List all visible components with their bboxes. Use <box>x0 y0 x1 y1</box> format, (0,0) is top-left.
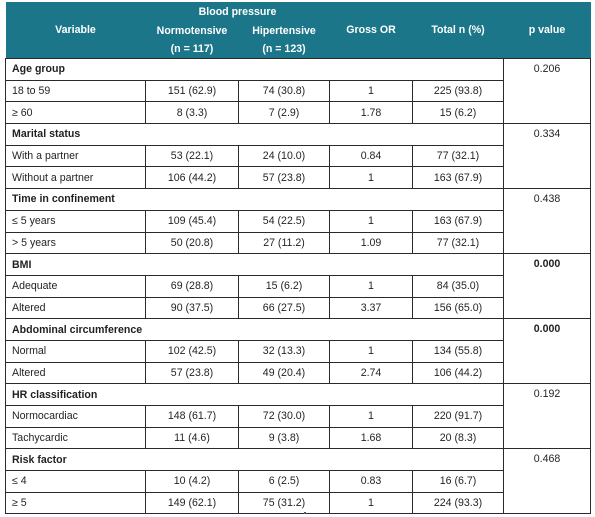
hipertensive-cell: 57 (23.8) <box>239 167 330 189</box>
group-row <box>6 384 591 406</box>
total-cell: 134 (55.8) <box>413 340 504 362</box>
hipertensive-cell: 15 (6.2) <box>239 275 330 297</box>
blood-pressure-table <box>5 2 591 514</box>
total-cell: 220 (91.7) <box>413 406 504 428</box>
group-row <box>6 449 591 471</box>
group-name: Age group <box>6 59 504 81</box>
group-row <box>6 59 591 81</box>
normotensive-cell: 10 (4.2) <box>146 471 239 493</box>
table-row <box>6 297 591 319</box>
total-cell: 77 (32.1) <box>413 145 504 167</box>
normotensive-cell: 106 (44.2) <box>146 167 239 189</box>
gross-or-cell: 1 <box>330 406 413 428</box>
normotensive-cell: 57 (23.8) <box>146 362 239 384</box>
row-label: Tachycardic <box>6 427 146 449</box>
gross-or-cell: 0.83 <box>330 471 413 493</box>
row-label: 18 to 59 <box>6 80 146 102</box>
normotensive-cell: 148 (61.7) <box>146 406 239 428</box>
total-cell: 156 (65.0) <box>413 297 504 319</box>
p-value-cell: 0.000 <box>504 254 591 319</box>
hipertensive-cell: 66 (27.5) <box>239 297 330 319</box>
p-value-cell: 0.000 <box>504 319 591 384</box>
header-blood-pressure: Blood pressure <box>146 2 330 21</box>
group-name: Time in confinement <box>6 189 504 211</box>
group-name: Marital status <box>6 124 504 146</box>
table-row <box>6 362 591 384</box>
gross-or-cell: 1.09 <box>330 232 413 254</box>
hipertensive-cell: 54 (22.5) <box>239 210 330 232</box>
p-value-cell: 0.206 <box>504 59 591 124</box>
row-label: > 5 years <box>6 232 146 254</box>
gross-or-cell: 1 <box>330 167 413 189</box>
hipertensive-cell: 6 (2.5) <box>239 471 330 493</box>
total-cell: 163 (67.9) <box>413 210 504 232</box>
group-row <box>6 189 591 211</box>
gross-or-cell: 0.84 <box>330 145 413 167</box>
table-row <box>6 406 591 428</box>
hipertensive-cell: 7 (2.9) <box>239 102 330 124</box>
row-label: With a partner <box>6 145 146 167</box>
total-cell: 84 (35.0) <box>413 275 504 297</box>
table-header <box>6 2 591 59</box>
row-label: ≤ 4 <box>6 471 146 493</box>
gross-or-cell: 1 <box>330 492 413 514</box>
gross-or-cell: 1 <box>330 80 413 102</box>
row-label: ≥ 5 <box>6 492 146 514</box>
gross-or-cell: 1.68 <box>330 427 413 449</box>
table-row <box>6 145 591 167</box>
normotensive-cell: 151 (62.9) <box>146 80 239 102</box>
normotensive-cell: 8 (3.3) <box>146 102 239 124</box>
group-name: HR classification <box>6 384 504 406</box>
total-cell: 163 (67.9) <box>413 167 504 189</box>
gross-or-cell: 3.37 <box>330 297 413 319</box>
row-label: Adequate <box>6 275 146 297</box>
hipertensive-cell: 32 (13.3) <box>239 340 330 362</box>
normotensive-cell: 11 (4.6) <box>146 427 239 449</box>
p-value-cell: 0.438 <box>504 189 591 254</box>
header-p-value: p value <box>504 2 591 59</box>
hipertensive-cell: 74 (30.8) <box>239 80 330 102</box>
header-variable: Variable <box>6 2 146 59</box>
table-row <box>6 275 591 297</box>
total-cell: 77 (32.1) <box>413 232 504 254</box>
header-normotensive-n: (n = 117) <box>146 40 239 59</box>
gross-or-cell: 1 <box>330 275 413 297</box>
table-row <box>6 210 591 232</box>
table-body <box>6 59 591 514</box>
gross-or-cell: 1.78 <box>330 102 413 124</box>
group-name: BMI <box>6 254 504 276</box>
table-row <box>6 102 591 124</box>
total-cell: 20 (8.3) <box>413 427 504 449</box>
group-row <box>6 254 591 276</box>
total-cell: 224 (93.3) <box>413 492 504 514</box>
header-normotensive: Normotensive <box>146 21 239 40</box>
group-row <box>6 319 591 341</box>
table-row <box>6 80 591 102</box>
header-gross-or: Gross OR <box>330 2 413 59</box>
table-row <box>6 232 591 254</box>
hipertensive-cell: 49 (20.4) <box>239 362 330 384</box>
page-mark <box>304 512 306 514</box>
hipertensive-cell: 24 (10.0) <box>239 145 330 167</box>
normotensive-cell: 102 (42.5) <box>146 340 239 362</box>
p-value-cell: 0.192 <box>504 384 591 449</box>
row-label: Normocardiac <box>6 406 146 428</box>
row-label: Normal <box>6 340 146 362</box>
header-hipertensive: Hipertensive <box>239 21 330 40</box>
hipertensive-cell: 75 (31.2) <box>239 492 330 514</box>
group-row <box>6 124 591 146</box>
header-total-n: Total n (%) <box>413 2 504 59</box>
gross-or-cell: 2.74 <box>330 362 413 384</box>
normotensive-cell: 149 (62.1) <box>146 492 239 514</box>
header-hipertensive-n: (n = 123) <box>239 40 330 59</box>
total-cell: 106 (44.2) <box>413 362 504 384</box>
hipertensive-cell: 72 (30.0) <box>239 406 330 428</box>
hipertensive-cell: 27 (11.2) <box>239 232 330 254</box>
normotensive-cell: 109 (45.4) <box>146 210 239 232</box>
hipertensive-cell: 9 (3.8) <box>239 427 330 449</box>
table-row <box>6 340 591 362</box>
table-row <box>6 427 591 449</box>
normotensive-cell: 53 (22.1) <box>146 145 239 167</box>
p-value-cell: 0.468 <box>504 449 591 514</box>
total-cell: 225 (93.8) <box>413 80 504 102</box>
row-label: Altered <box>6 362 146 384</box>
gross-or-cell: 1 <box>330 210 413 232</box>
gross-or-cell: 1 <box>330 340 413 362</box>
p-value-cell: 0.334 <box>504 124 591 189</box>
group-name: Risk factor <box>6 449 504 471</box>
row-label: Altered <box>6 297 146 319</box>
normotensive-cell: 69 (28.8) <box>146 275 239 297</box>
normotensive-cell: 50 (20.8) <box>146 232 239 254</box>
table-row <box>6 492 591 514</box>
normotensive-cell: 90 (37.5) <box>146 297 239 319</box>
group-name: Abdominal circumference <box>6 319 504 341</box>
table-row <box>6 167 591 189</box>
total-cell: 15 (6.2) <box>413 102 504 124</box>
row-label: ≥ 60 <box>6 102 146 124</box>
table-row <box>6 471 591 493</box>
row-label: Without a partner <box>6 167 146 189</box>
total-cell: 16 (6.7) <box>413 471 504 493</box>
row-label: ≤ 5 years <box>6 210 146 232</box>
